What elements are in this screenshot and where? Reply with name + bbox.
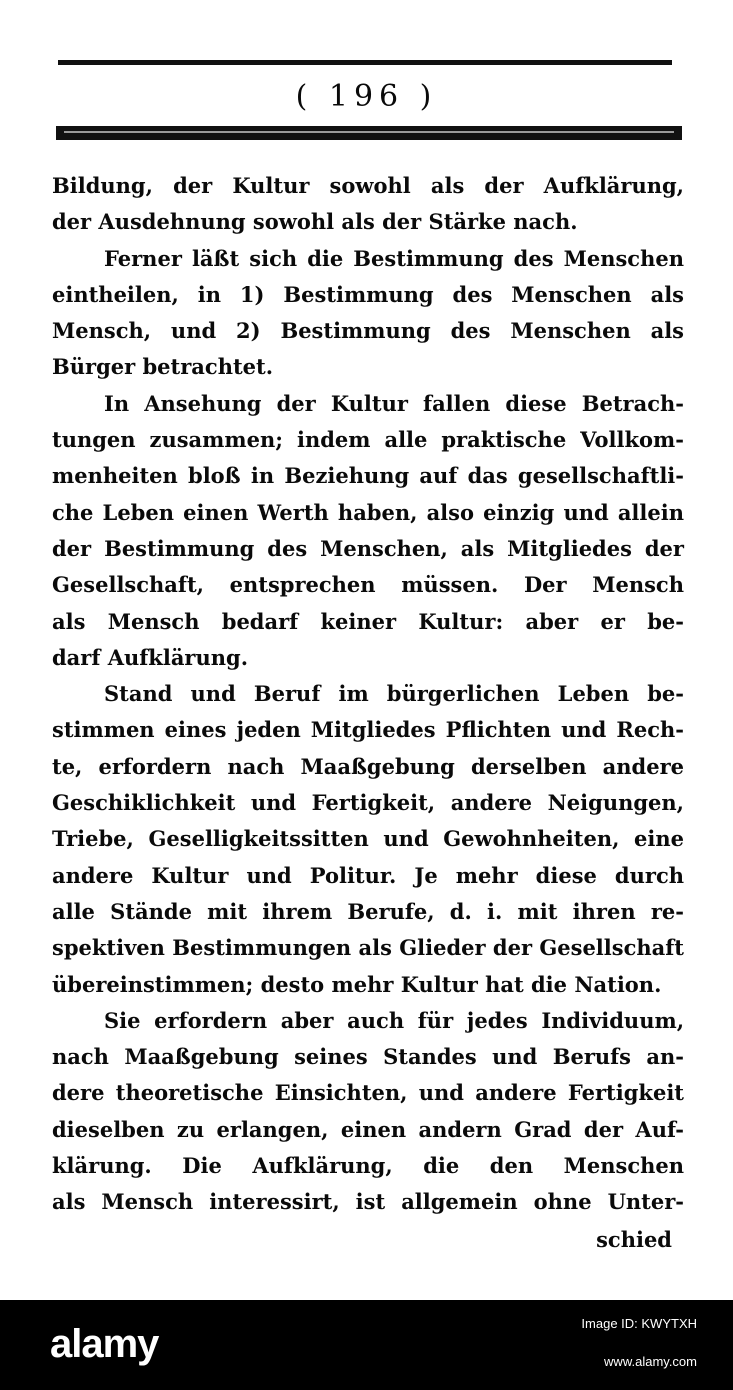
alamy-logo: alamy xyxy=(50,1322,159,1366)
text-line: te, erfordern nach Maaßgebung derselben andere xyxy=(52,753,684,779)
text-line: Mensch, und 2) Bestimmung des Menschen als xyxy=(52,318,684,344)
site-url: www.alamy.com xyxy=(604,1354,697,1369)
text-line: andere Kultur und Politur. Je mehr diese durch xyxy=(52,862,684,888)
text-line: Stand und Beruf im bürgerlichen Leben be- xyxy=(104,681,684,707)
text-line: Sie erfordern aber auch für jedes Individuum, xyxy=(104,1007,684,1033)
text-line: Bürger betrachtet. xyxy=(52,354,274,380)
catchword: schied xyxy=(596,1227,672,1252)
top-rule xyxy=(58,60,672,65)
page-number: ( 196 ) xyxy=(295,79,438,114)
text-line: tungen zusammen; indem alle praktische Vollkom- xyxy=(52,427,684,453)
text-line: dere theoretische Einsichten, und andere Fertigkeit xyxy=(52,1080,684,1106)
text-line: menheiten bloß in Beziehung auf das gesellschaftli- xyxy=(52,463,684,489)
text-line: Triebe, Geselligkeitssitten und Gewohnheiten, eine xyxy=(52,826,684,852)
text-line: stimmen eines jeden Mitgliedes Pflichten und Rech- xyxy=(52,717,684,743)
text-line: alle Stände mit ihrem Berufe, d. i. mit ihren re- xyxy=(52,898,684,924)
image-id-label: Image ID: KWYTXH xyxy=(581,1316,697,1331)
text-line: eintheilen, in 1) Bestimmung des Menschen als xyxy=(52,281,684,307)
text-line: spektiven Bestimmungen als Glieder der Gesellschaft xyxy=(52,935,684,961)
body-text xyxy=(52,168,684,1221)
text-line: als Mensch interessirt, ist allgemein ohne Unter- xyxy=(52,1189,684,1215)
text-line: Geschiklichkeit und Fertigkeit, andere Neigungen, xyxy=(52,790,684,816)
text-line: klärung. Die Aufklärung, die den Menschen xyxy=(52,1153,684,1179)
text-line: Gesellschaft, entsprechen müssen. Der Mensch xyxy=(52,572,684,598)
text-line: dieselben zu erlangen, einen andern Grad der Auf- xyxy=(52,1116,684,1142)
text-line: der Ausdehnung sowohl als der Stärke nach. xyxy=(52,209,578,235)
watermark-banner xyxy=(0,1300,733,1390)
header-rule xyxy=(56,126,682,140)
text-line: Bildung, der Kultur sowohl als der Aufklärung, xyxy=(52,173,684,198)
text-line: als Mensch bedarf keiner Kultur: aber er be- xyxy=(52,608,684,634)
text-line: In Ansehung der Kultur fallen diese Betrach- xyxy=(104,390,684,416)
text-line: Ferner läßt sich die Bestimmung des Menschen xyxy=(104,245,684,271)
text-line: darf Aufklärung. xyxy=(52,644,249,670)
text-line: che Leben einen Werth haben, also einzig und allein xyxy=(52,499,684,525)
text-line: der Bestimmung des Menschen, als Mitgliedes der xyxy=(52,535,684,561)
text-line: nach Maaßgebung seines Standes und Berufs an- xyxy=(52,1044,684,1070)
text-line: übereinstimmen; desto mehr Kultur hat die Nation. xyxy=(52,971,662,997)
